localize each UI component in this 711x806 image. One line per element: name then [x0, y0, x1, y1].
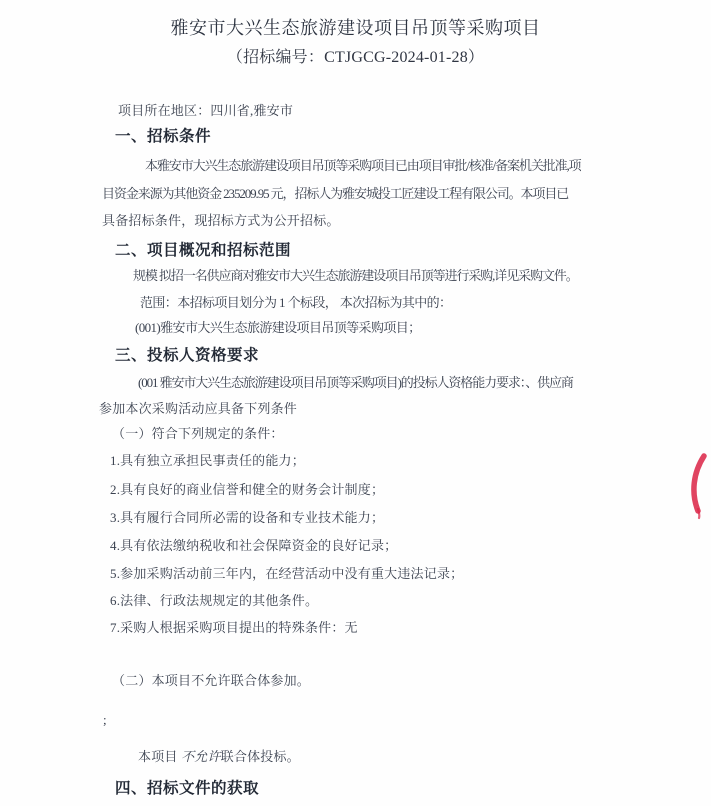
section-1-heading: 一、招标条件	[115, 128, 212, 145]
section-1-paragraph-line-2: 目资金来源为其他资金 235209.95 元，招标人为雅安城投工匠建设工程有限公司。本项目已	[102, 186, 569, 201]
condition-item-5: 5.参加采购活动前三年内，在经营活动中没有重大违法记录；	[110, 566, 464, 581]
condition-item-1: 1.具有独立承担民事责任的能力；	[110, 453, 305, 468]
scale-line: 规模 拟招一名供应商对雅安市大兴生态旅游建设项目吊顶等进行采购,详见采购文件。	[133, 268, 578, 283]
joint-bid-emphasis: 不允许	[181, 749, 221, 764]
joint-bid-suffix: 联合体投标。	[220, 749, 300, 764]
section-3-heading: 三、投标人资格要求	[115, 347, 260, 364]
condition-item-2: 2.具有良好的商业信誉和健全的财务会计制度；	[110, 482, 385, 497]
project-location: 项目所在地区：四川省,雅安市	[118, 103, 294, 118]
red-seal-mark	[684, 449, 711, 523]
condition-item-7: 7.采购人根据采购项目提出的特殊条件：无	[110, 620, 358, 635]
condition-item-4: 4.具有依法缴纳税收和社会保障资金的良好记录；	[110, 538, 398, 553]
condition-item-6: 6.法律、行政法规规定的其他条件。	[110, 593, 319, 608]
section-2-heading: 二、项目概况和招标范围	[115, 242, 292, 259]
tender-number: （招标编号：CTJGCG-2024-01-28）	[226, 49, 485, 66]
qualification-line-1: (001 雅安市大兴生态旅游建设项目吊顶等采购项目)的投标人资格能力要求：、供应商	[138, 375, 573, 390]
qualification-line-2: 参加本次采购活动应具备下列条件	[99, 401, 298, 416]
section-4-heading: 四、招标文件的获取	[115, 780, 260, 797]
section-1-paragraph-line-1: 本雅安市大兴生态旅游建设项目吊顶等采购项目已由项目审批/核准/备案机关批准,项	[145, 158, 581, 173]
sub-heading-1: （一）符合下列规定的条件：	[112, 426, 284, 441]
sub-heading-2: （二）本项目不允许联合体参加。	[112, 673, 311, 688]
joint-bid-prefix: 本项目	[138, 749, 182, 764]
condition-item-3: 3.具有履行合同所必需的设备和专业技术能力；	[110, 510, 385, 525]
scope-line: 范围：本招标项目划分为 1 个标段， 本次招标为其中的：	[140, 295, 452, 310]
document-title: 雅安市大兴生态旅游建设项目吊顶等采购项目	[170, 18, 541, 38]
joint-bid-line	[138, 746, 300, 765]
stray-semicolon: ;	[103, 712, 107, 727]
section-1-paragraph-line-3: 具备招标条件，现招标方式为公开招标。	[102, 213, 340, 228]
lot-line: (001)雅安市大兴生态旅游建设项目吊顶等采购项目；	[135, 320, 421, 335]
